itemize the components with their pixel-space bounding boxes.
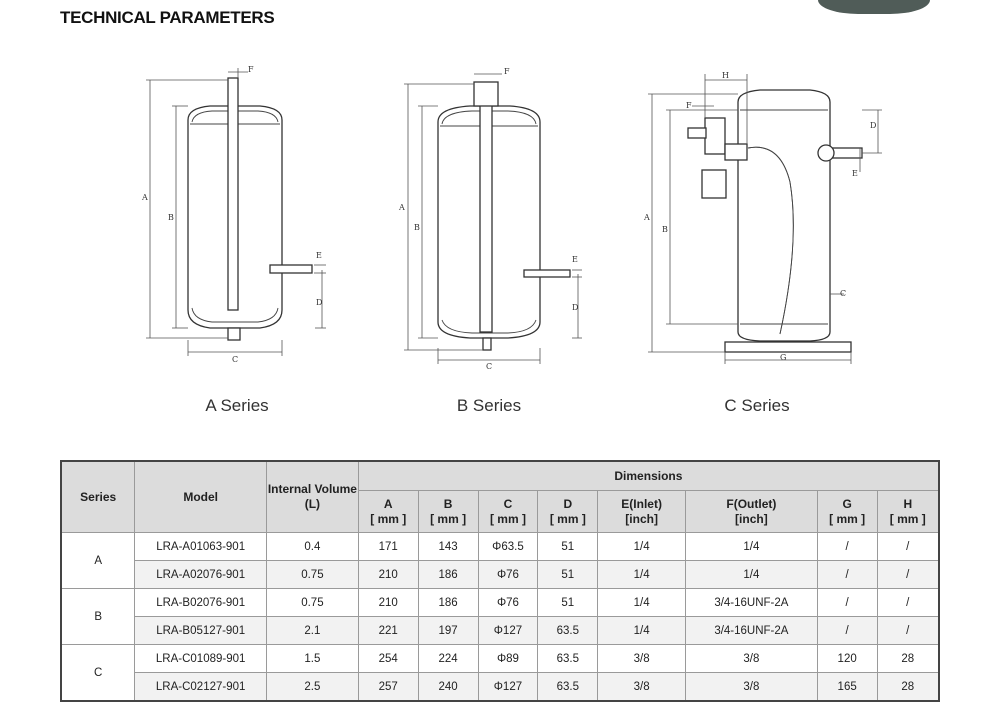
- header-series: Series: [61, 461, 135, 533]
- model-cell: LRA-B02076-901: [135, 589, 267, 617]
- e-cell: 3/8: [598, 645, 686, 673]
- volume-cell: 0.4: [267, 533, 359, 561]
- f-cell: 3/8: [686, 645, 818, 673]
- series-cell: C: [61, 645, 135, 702]
- dim-label-e: E: [572, 255, 578, 264]
- model-cell: LRA-A02076-901: [135, 561, 267, 589]
- header-col-g: G [ mm ]: [817, 491, 877, 533]
- c-cell: Φ76: [478, 589, 538, 617]
- volume-cell: 0.75: [267, 561, 359, 589]
- dim-label-f: F: [504, 67, 510, 76]
- model-cell: LRA-A01063-901: [135, 533, 267, 561]
- e-cell: 1/4: [598, 533, 686, 561]
- f-cell: 3/4-16UNF-2A: [686, 589, 818, 617]
- table-row: [61, 673, 939, 702]
- b-series-caption: B Series: [456, 396, 522, 415]
- parameters-table: [60, 460, 940, 702]
- a-cell: 210: [358, 561, 418, 589]
- dim-label-f: F: [686, 101, 692, 110]
- g-cell: /: [817, 617, 877, 645]
- header-model: Model: [135, 461, 267, 533]
- d-cell: 51: [538, 589, 598, 617]
- d-cell: 63.5: [538, 617, 598, 645]
- g-cell: /: [817, 561, 877, 589]
- table-row: [61, 561, 939, 589]
- series-cell: B: [61, 589, 135, 645]
- header-internal-volume: Internal Volume (L): [267, 461, 359, 533]
- page-title: TECHNICAL PARAMETERS: [60, 8, 275, 27]
- d-cell: 51: [538, 561, 598, 589]
- header-col-h: H [ mm ]: [877, 491, 939, 533]
- g-cell: /: [817, 533, 877, 561]
- model-cell: LRA-B05127-901: [135, 617, 267, 645]
- dim-label-e: E: [852, 169, 858, 178]
- g-cell: 165: [817, 673, 877, 702]
- header-col-b: B [ mm ]: [418, 491, 478, 533]
- series-cell: A: [61, 533, 135, 589]
- f-cell: 3/8: [686, 673, 818, 702]
- h-cell: /: [877, 533, 939, 561]
- c-cell: Φ89: [478, 645, 538, 673]
- b-cell: 224: [418, 645, 478, 673]
- h-cell: 28: [877, 645, 939, 673]
- header-col-f: F(Outlet) [inch]: [686, 491, 818, 533]
- dim-label-a: A: [644, 213, 650, 222]
- dim-label-c: C: [232, 355, 239, 364]
- f-cell: 1/4: [686, 561, 818, 589]
- a-series-caption: A Series: [205, 396, 269, 415]
- c-cell: Φ63.5: [478, 533, 538, 561]
- model-cell: LRA-C01089-901: [135, 645, 267, 673]
- b-cell: 197: [418, 617, 478, 645]
- e-cell: 1/4: [598, 617, 686, 645]
- corner-product-graphic: [818, 0, 930, 14]
- dim-label-d: D: [316, 298, 323, 307]
- e-cell: 1/4: [598, 561, 686, 589]
- a-cell: 171: [358, 533, 418, 561]
- model-cell: LRA-C02127-901: [135, 673, 267, 702]
- table-row: [61, 617, 939, 645]
- b-cell: 186: [418, 561, 478, 589]
- a-cell: 221: [358, 617, 418, 645]
- h-cell: /: [877, 561, 939, 589]
- g-cell: /: [817, 589, 877, 617]
- f-cell: 3/4-16UNF-2A: [686, 617, 818, 645]
- header-col-d: D [ mm ]: [538, 491, 598, 533]
- volume-cell: 1.5: [267, 645, 359, 673]
- dim-label-h: H: [722, 71, 729, 80]
- dim-label-b: B: [168, 213, 174, 222]
- dim-label-e: E: [316, 251, 322, 260]
- h-cell: 28: [877, 673, 939, 702]
- volume-cell: 2.5: [267, 673, 359, 702]
- f-cell: 1/4: [686, 533, 818, 561]
- e-cell: 3/8: [598, 673, 686, 702]
- b-cell: 240: [418, 673, 478, 702]
- e-cell: 1/4: [598, 589, 686, 617]
- a-cell: 210: [358, 589, 418, 617]
- table-row: [61, 589, 939, 617]
- dim-label-f: F: [248, 65, 254, 74]
- header-col-a: A [ mm ]: [358, 491, 418, 533]
- c-cell: Φ127: [478, 617, 538, 645]
- table-row: [61, 645, 939, 673]
- h-cell: /: [877, 617, 939, 645]
- header-col-c: C [ mm ]: [478, 491, 538, 533]
- a-cell: 254: [358, 645, 418, 673]
- b-cell: 143: [418, 533, 478, 561]
- table-row: [61, 533, 939, 561]
- c-cell: Φ127: [478, 673, 538, 702]
- dim-label-b: B: [414, 223, 420, 232]
- header-col-e: E(Inlet) [inch]: [598, 491, 686, 533]
- d-cell: 63.5: [538, 673, 598, 702]
- c-cell: Φ76: [478, 561, 538, 589]
- dim-label-g: G: [780, 353, 787, 362]
- volume-cell: 2.1: [267, 617, 359, 645]
- c-series-caption: C Series: [724, 396, 790, 415]
- dim-label-c: C: [486, 362, 493, 370]
- h-cell: /: [877, 589, 939, 617]
- a-series-drawing: [130, 60, 340, 370]
- c-series-drawing: [630, 62, 890, 372]
- dim-label-a: A: [399, 203, 405, 212]
- dim-label-a: A: [142, 193, 148, 202]
- dim-label-c: C: [840, 289, 847, 298]
- dim-label-b: B: [662, 225, 668, 234]
- header-dimensions: Dimensions: [358, 461, 939, 491]
- dim-label-d: D: [572, 303, 579, 312]
- g-cell: 120: [817, 645, 877, 673]
- d-cell: 51: [538, 533, 598, 561]
- volume-cell: 0.75: [267, 589, 359, 617]
- a-cell: 257: [358, 673, 418, 702]
- b-cell: 186: [418, 589, 478, 617]
- b-series-drawing: [390, 60, 600, 370]
- d-cell: 63.5: [538, 645, 598, 673]
- dim-label-d: D: [870, 121, 877, 130]
